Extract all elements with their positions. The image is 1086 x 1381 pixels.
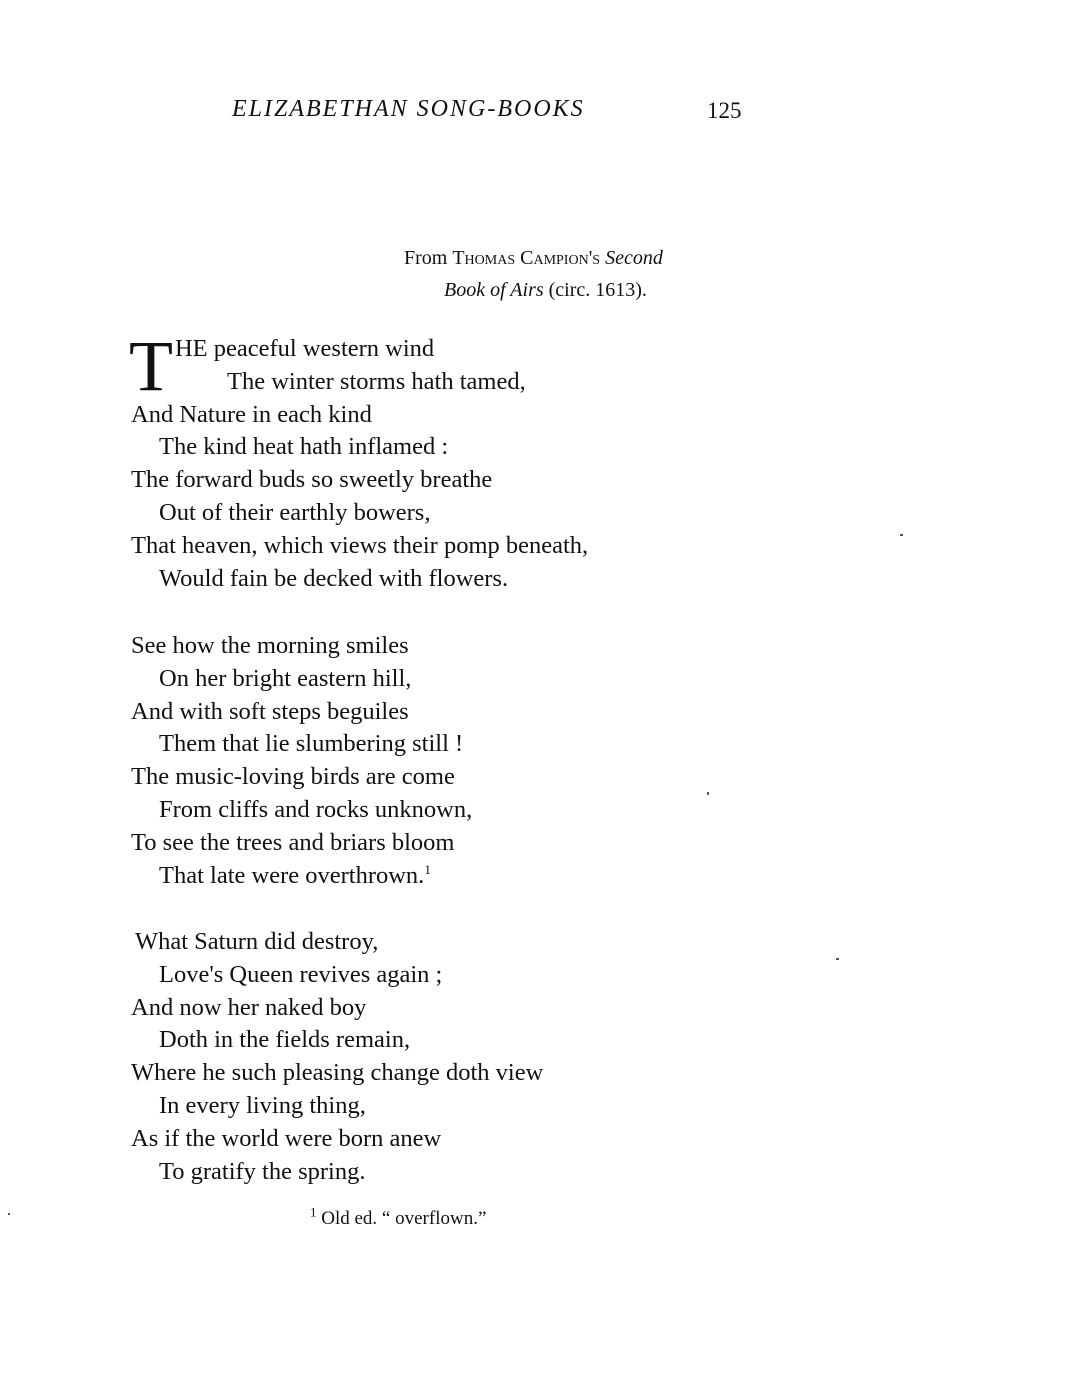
- poem-line: And with soft steps beguiles: [131, 697, 409, 725]
- drop-cap: T: [129, 326, 173, 406]
- source-date: (circ. 1613).: [548, 279, 647, 301]
- poem-line: HE peaceful western wind: [174, 335, 435, 362]
- poem-line: On her bright eastern hill,: [159, 664, 412, 692]
- scan-speck: [836, 958, 839, 960]
- poem-line: The music-loving birds are come: [131, 763, 455, 791]
- poem-line: And Nature in each kind: [131, 400, 372, 428]
- stanza-1: [129, 326, 771, 595]
- running-head: ELIZABETHAN SONG-BOOKS: [232, 96, 585, 122]
- poem-line: That heaven, which views their pomp beneath,: [131, 531, 589, 559]
- page-number: 125: [707, 98, 742, 123]
- poem-line: [131, 860, 771, 893]
- poem-line: Love's Queen revives again ;: [159, 960, 443, 988]
- stanza-2: [131, 630, 771, 892]
- source-title-part1: Second: [605, 247, 663, 269]
- footnote-number: 1: [310, 1204, 317, 1220]
- poem-line: See how the morning smiles: [131, 632, 409, 659]
- poem-line: Them that lie slumbering still !: [159, 730, 464, 758]
- poem-line: As if the world were born anew: [131, 1124, 442, 1152]
- poem-line: Out of their earthly bowers,: [159, 498, 431, 526]
- stanza-3: [131, 926, 771, 1188]
- poem-line: And now her naked boy: [131, 993, 367, 1021]
- footnote-text: Old ed. “ overflown.”: [321, 1208, 487, 1229]
- poem-line-text: That late were overthrown.: [159, 861, 425, 889]
- scan-speck: [8, 1213, 10, 1215]
- poem-line: Where he such pleasing change doth view: [131, 1059, 544, 1087]
- poem-line: The winter storms hath tamed,: [227, 367, 526, 395]
- poem-line: To gratify the spring.: [159, 1157, 366, 1185]
- source-attribution: [404, 242, 749, 306]
- poem-line: From cliffs and rocks unknown,: [159, 795, 473, 823]
- poem-line: What Saturn did destroy,: [135, 928, 379, 955]
- poem-line: To see the trees and briars bloom: [131, 828, 455, 856]
- poem-line: The forward buds so sweetly breathe: [131, 466, 493, 494]
- poem-line: Would fain be decked with flowers.: [159, 564, 509, 592]
- source-author: Thomas Campion's: [452, 247, 601, 269]
- source-prefix: From: [404, 247, 453, 269]
- scan-speck: [707, 792, 709, 795]
- source-title-part2: Book of Airs: [444, 279, 544, 301]
- footnote-marker: 1: [424, 861, 431, 877]
- poem-line: In every living thing,: [159, 1091, 366, 1119]
- poem-line: The kind heat hath inflamed :: [159, 433, 449, 461]
- scan-speck: [900, 534, 903, 536]
- poem-line: Doth in the fields remain,: [159, 1026, 411, 1054]
- footnote: [310, 1204, 487, 1230]
